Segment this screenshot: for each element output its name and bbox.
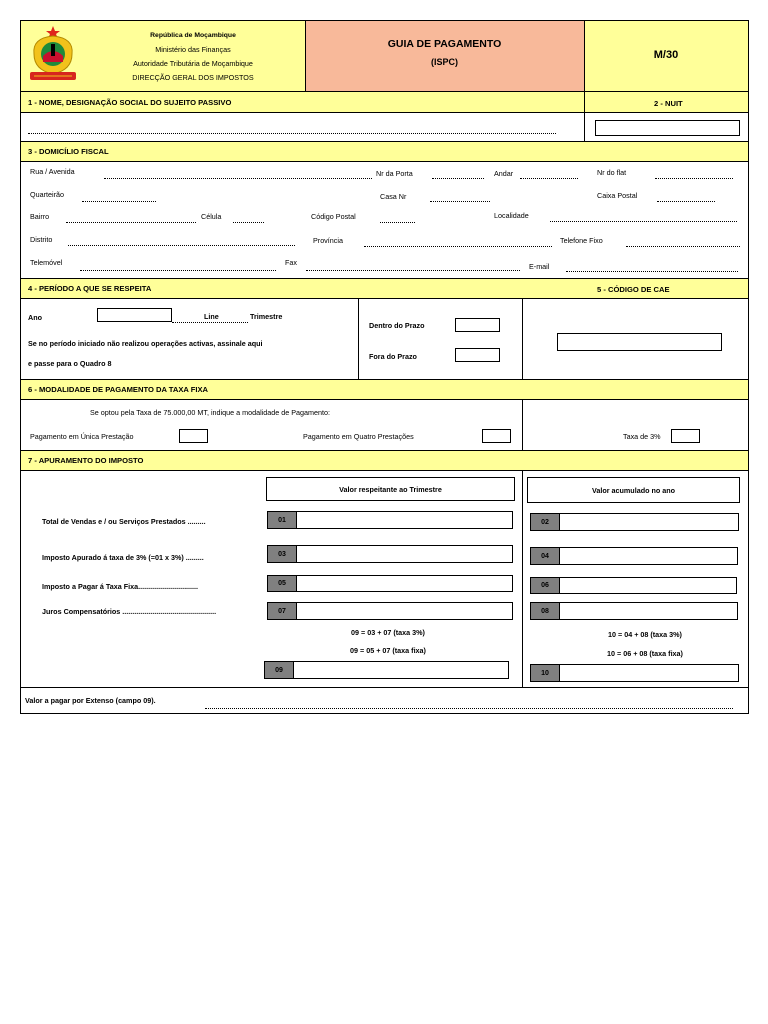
telemovel-field[interactable]: [80, 270, 276, 271]
fax-field[interactable]: [306, 270, 520, 271]
formula-09a: 09 = 03 + 07 (taxa 3%): [351, 628, 425, 637]
distrito-label: Distrito: [30, 235, 53, 244]
andar-label: Andar: [494, 169, 514, 178]
no-activity-note: Se no período iniciado não realizou operações activas, assinale aqui: [28, 339, 263, 348]
code-03: 03: [268, 546, 297, 562]
divider: [584, 91, 585, 141]
no-activity-note-2: e passe para o Quadro 8: [28, 359, 112, 368]
header-title-cell: [305, 21, 584, 91]
divider: [358, 299, 359, 379]
code-04: 04: [531, 548, 560, 564]
section5-title: 5 - CÓDIGO DE CAE: [597, 285, 670, 294]
quarteirao-field[interactable]: [82, 201, 156, 202]
bairro-field[interactable]: [66, 222, 196, 223]
fax-label: Fax: [285, 258, 297, 267]
formula-10b: 10 = 06 + 08 (taxa fixa): [607, 649, 683, 658]
fora-prazo-label: Fora do Prazo: [369, 352, 417, 361]
unica-prestacao-checkbox[interactable]: [179, 429, 208, 443]
value-field-03[interactable]: [267, 545, 513, 563]
codigo-postal-field[interactable]: [380, 222, 415, 223]
nr-flat-label: Nr do flat: [597, 168, 627, 177]
header-divider: [305, 21, 306, 91]
section1-title: 1 - NOME, DESIGNAÇÃO SOCIAL DO SUJEITO PASSIVO: [28, 98, 232, 107]
taxa-3-checkbox[interactable]: [671, 429, 700, 443]
authority-label: Autoridade Tributária de Moçambique: [133, 59, 253, 68]
row-label-taxa-fixa: Imposto a Pagar á Taxa Fixa..............................: [42, 582, 199, 591]
code-10: 10: [531, 665, 560, 681]
quatro-prestacoes-checkbox[interactable]: [482, 429, 511, 443]
divider: [21, 687, 748, 688]
dentro-prazo-label: Dentro do Prazo: [369, 321, 425, 330]
divider: [522, 299, 523, 379]
email-label: E-mail: [529, 262, 550, 271]
row-label-juros: Juros Compensatórios ...............................................: [42, 607, 217, 616]
name-field[interactable]: [28, 133, 556, 134]
section6-title: 6 - MODALIDADE DE PAGAMENTO DA TAXA FIXA: [28, 385, 209, 394]
nuit-input[interactable]: [595, 120, 740, 136]
divider: [522, 400, 523, 450]
page-subtitle: (ISPC): [431, 57, 458, 67]
telefone-fixo-field[interactable]: [626, 246, 740, 247]
code-01: 01: [268, 512, 297, 528]
formula-09b: 09 = 05 + 07 (taxa fixa): [350, 646, 426, 655]
telefone-fixo-label: Telefone Fixo: [560, 236, 603, 245]
casa-nr-field[interactable]: [430, 201, 490, 202]
mozambique-emblem-icon: [26, 24, 80, 86]
col-ano-header: Valor acumulado no ano: [527, 477, 740, 503]
ano-label: Ano: [28, 313, 42, 322]
casa-nr-label: Casa Nr: [380, 192, 407, 201]
bairro-label: Bairro: [30, 212, 50, 221]
value-field-04[interactable]: [530, 547, 738, 565]
value-field-06[interactable]: [530, 577, 737, 594]
celula-field[interactable]: [233, 222, 264, 223]
row-label-vendas: Total de Vendas e / ou Serviços Prestados .........: [42, 517, 206, 526]
value-field-08[interactable]: [530, 602, 738, 620]
fora-prazo-checkbox[interactable]: [455, 348, 500, 362]
quatro-prestacoes-label: Pagamento em Quatro Prestações: [303, 432, 414, 441]
nr-flat-field[interactable]: [655, 178, 733, 179]
code-07: 07: [268, 603, 297, 619]
ministry-label: Ministério das Finanças: [155, 45, 231, 54]
celula-label: Célula: [201, 212, 222, 221]
code-08: 08: [531, 603, 560, 619]
localidade-field[interactable]: [550, 221, 737, 222]
rua-label: Rua / Avenida: [30, 167, 75, 176]
line-label: Line: [204, 312, 219, 321]
code-02: 02: [531, 514, 560, 530]
provincia-field[interactable]: [364, 246, 552, 247]
extenso-field[interactable]: [205, 708, 733, 709]
code-06: 06: [531, 578, 560, 593]
page-title: GUIA DE PAGAMENTO: [387, 38, 502, 50]
telemovel-label: Telemóvel: [30, 258, 63, 267]
code-09: 09: [265, 662, 294, 678]
email-field[interactable]: [566, 271, 738, 272]
trimestre-label: Trimestre: [250, 312, 283, 321]
formula-10a: 10 = 04 + 08 (taxa 3%): [608, 630, 682, 639]
section3-header: [21, 141, 748, 162]
divider: [522, 471, 523, 687]
section2-title: 2 - NUIT: [654, 99, 683, 108]
republic-label: República de Moçambique: [150, 32, 236, 39]
nr-porta-field[interactable]: [432, 178, 484, 179]
section4-title: 4 - PERÍODO A QUE SE RESPEITA: [28, 284, 152, 293]
line-field[interactable]: [172, 322, 248, 323]
section3-title: 3 - DOMICÍLIO FISCAL: [28, 147, 109, 156]
value-field-02[interactable]: [530, 513, 739, 531]
value-field-01[interactable]: [267, 511, 513, 529]
localidade-label: Localidade: [494, 211, 529, 220]
taxa-fixa-intro: Se optou pela Taxa de 75.000,00 MT, indique a modalidade de Pagamento:: [90, 408, 331, 417]
dentro-prazo-checkbox[interactable]: [455, 318, 500, 332]
caixa-postal-label: Caixa Postal: [597, 191, 638, 200]
section7-title: 7 - APURAMENTO DO IMPOSTO: [28, 456, 144, 465]
directorate-label: DIRECÇÃO GERAL DOS IMPOSTOS: [132, 73, 254, 82]
provincia-label: Província: [313, 236, 343, 245]
quarteirao-label: Quarteirão: [30, 190, 64, 199]
caixa-postal-field[interactable]: [657, 201, 715, 202]
distrito-field[interactable]: [68, 245, 295, 246]
taxa-3-label: Taxa de 3%: [623, 432, 661, 441]
cae-code-input[interactable]: [557, 333, 722, 351]
rua-field[interactable]: [104, 178, 372, 179]
andar-field[interactable]: [520, 178, 578, 179]
codigo-postal-label: Código Postal: [311, 212, 356, 221]
value-field-09[interactable]: [264, 661, 509, 679]
value-field-07[interactable]: [267, 602, 513, 620]
ano-input[interactable]: [97, 308, 172, 322]
col-trimestre-header: Valor respeitante ao Trimestre: [266, 477, 515, 501]
unica-prestacao-label: Pagamento em Única Prestação: [30, 432, 134, 441]
nr-porta-label: Nr da Porta: [376, 169, 413, 178]
code-05: 05: [268, 576, 297, 591]
row-label-imposto-apurado: Imposto Apurado á taxa de 3% (=01 x 3%) .........: [42, 553, 204, 562]
value-field-05[interactable]: [267, 575, 513, 592]
extenso-label: Valor a pagar por Extenso (campo 09).: [25, 696, 156, 705]
model-number: M/30: [653, 49, 679, 61]
value-field-10[interactable]: [530, 664, 739, 682]
